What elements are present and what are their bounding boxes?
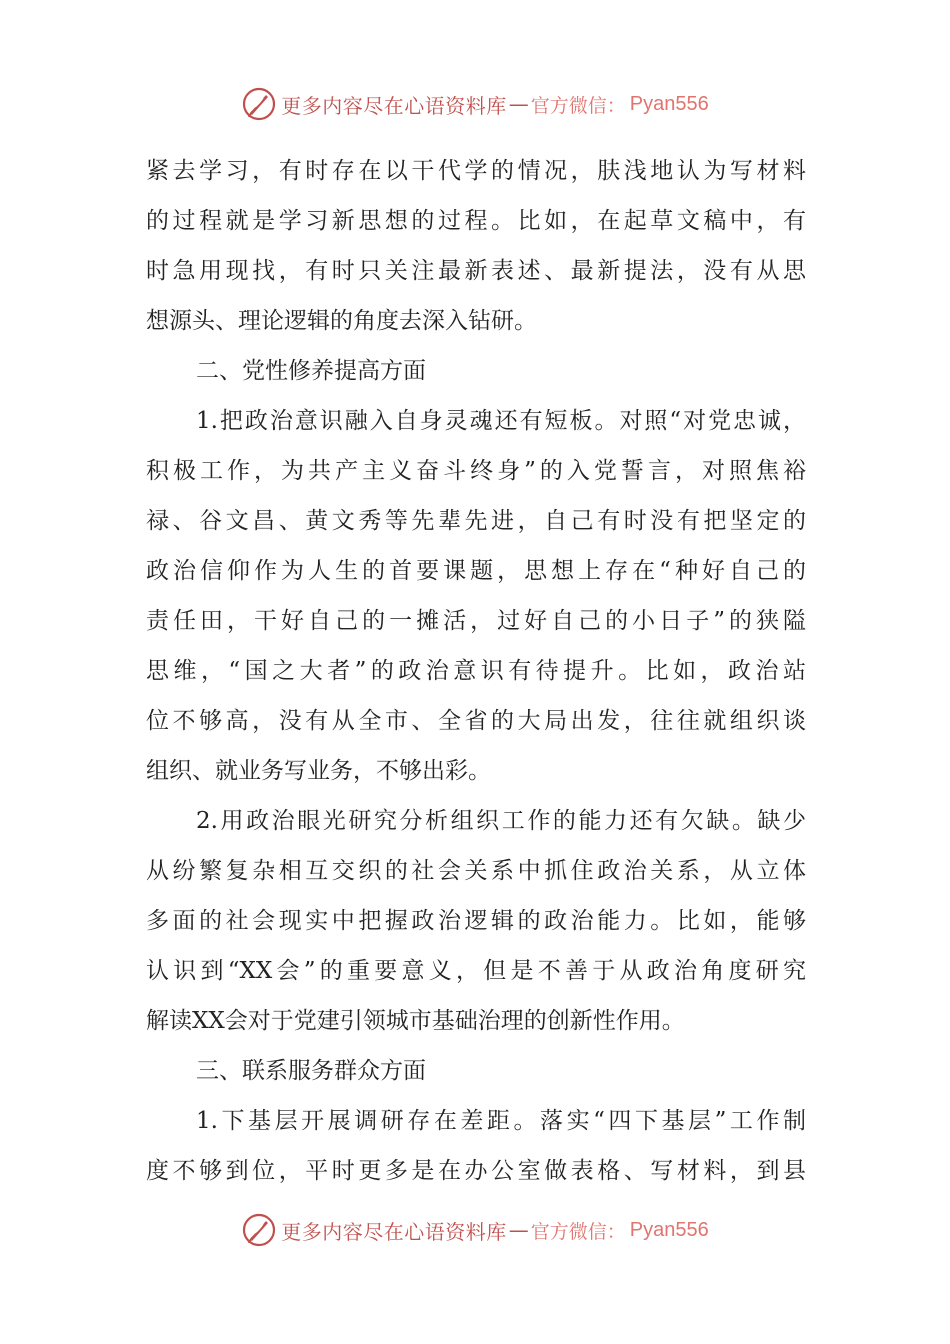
text-line: 禄、谷文昌、黄文秀等先辈先进，自己有时没有把坚定的	[146, 508, 806, 534]
quill-logo-icon	[241, 1212, 277, 1248]
text-line: 想源头、理论逻辑的角度去深入钻研。	[146, 308, 537, 334]
footer-banner	[0, 1210, 950, 1250]
text-line: 度不够到位，平时更多是在办公室做表格、写材料，到县	[146, 1158, 806, 1184]
text-line: 解读XX会对于党建引领城市基础治理的创新性作用。	[146, 1008, 685, 1034]
banner-sub-text: 官方微信：	[530, 1220, 626, 1243]
text-line: 责任田，干好自己的一摊活，过好自己的小日子”的狭隘	[146, 608, 806, 634]
section-heading: 二、党性修养提高方面	[196, 358, 426, 384]
banner-dash: —	[508, 1218, 529, 1242]
document-body	[146, 146, 806, 1196]
text-line: 积极工作，为共产主义奋斗终身”的入党誓言，对照焦裕	[146, 458, 806, 484]
text-line: 1.下基层开展调研存在差距。落实“四下基层”工作制	[196, 1108, 806, 1134]
text-line: 时急用现找，有时只关注最新表述、最新提法，没有从思	[146, 258, 806, 284]
text-line: 政治信仰作为人生的首要课题，思想上存在“种好自己的	[146, 558, 806, 584]
text-line: 多面的社会现实中把握政治逻辑的政治能力。比如，能够	[146, 908, 806, 934]
text-line: 从纷繁复杂相互交织的社会关系中抓住政治关系，从立体	[146, 858, 806, 884]
banner-sub-text: 官方微信：	[530, 94, 626, 117]
banner-wechat-id: Pyan556	[629, 1218, 709, 1241]
text-line: 位不够高，没有从全市、全省的大局出发，往往就组织谈	[146, 708, 806, 734]
banner-dash: —	[508, 92, 529, 116]
text-line: 2.用政治眼光研究分析组织工作的能力还有欠缺。缺少	[196, 808, 806, 834]
text-line: 思维，“国之大者”的政治意识有待提升。比如，政治站	[146, 658, 806, 684]
banner-wechat-id: Pyan556	[629, 92, 709, 115]
banner-main-text: 更多内容尽在心语资料库	[281, 93, 507, 118]
quill-logo-icon	[241, 86, 277, 122]
header-banner	[0, 84, 950, 124]
section-heading: 三、联系服务群众方面	[196, 1058, 426, 1084]
text-line: 组织、就业务写业务，不够出彩。	[146, 758, 491, 784]
text-line: 1.把政治意识融入自身灵魂还有短板。对照“对党忠诚，	[196, 408, 806, 434]
text-line: 认识到“XX会”的重要意义，但是不善于从政治角度研究	[146, 958, 806, 984]
text-line: 紧去学习，有时存在以干代学的情况，肤浅地认为写材料	[146, 158, 806, 184]
banner-main-text: 更多内容尽在心语资料库	[281, 1219, 507, 1244]
text-line: 的过程就是学习新思想的过程。比如，在起草文稿中，有	[146, 208, 806, 234]
